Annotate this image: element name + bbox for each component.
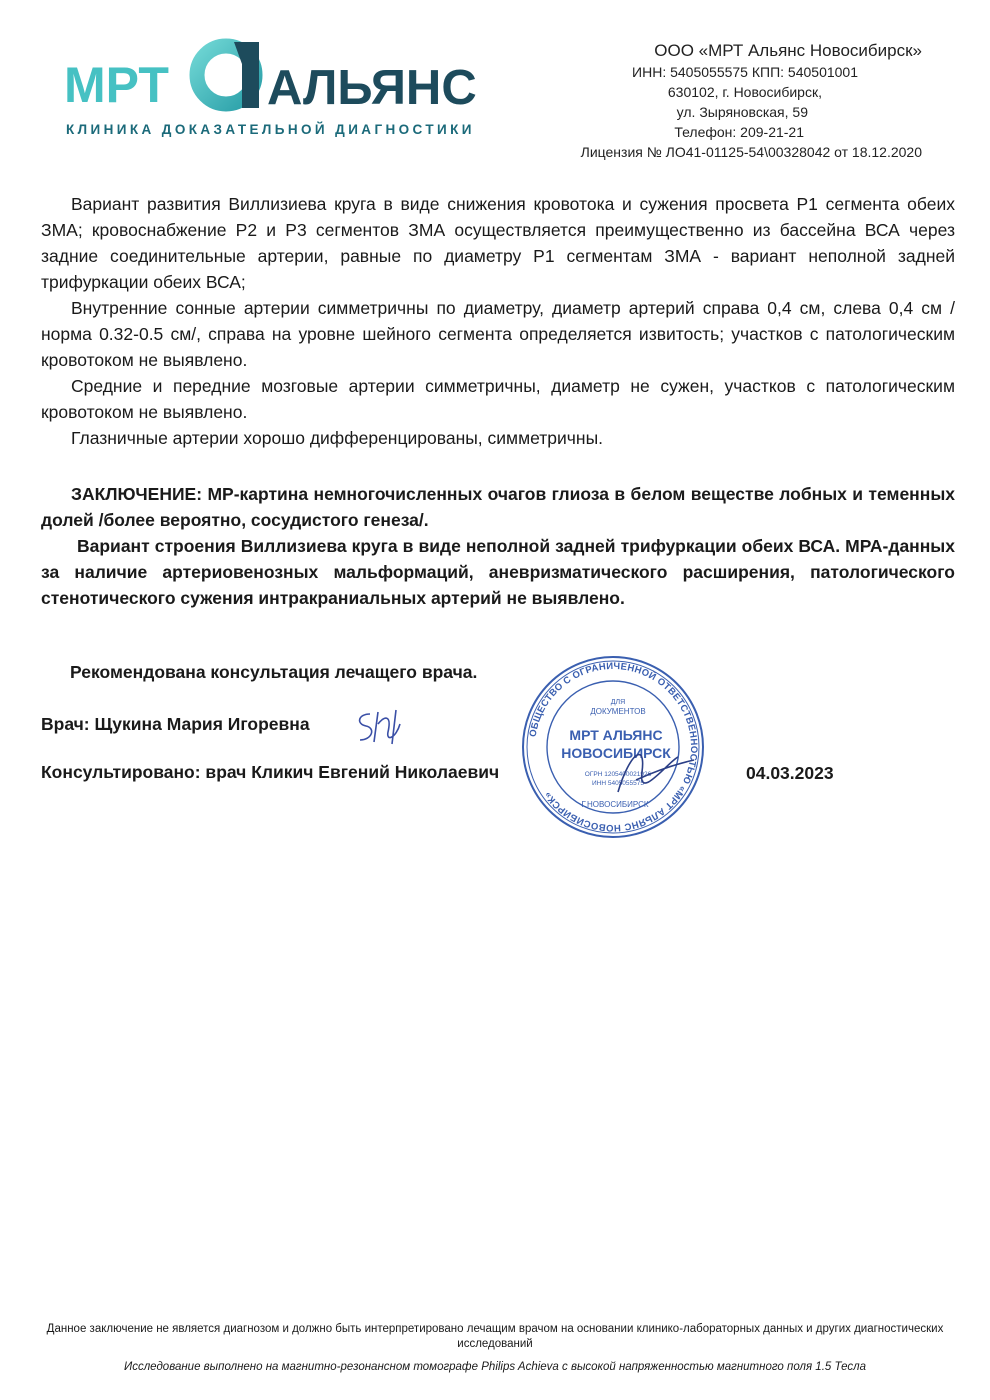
footer-equipment: Исследование выполнено на магнитно-резонансном томографе Philips Achieva с высокой напряженностью магнитного поля 1.5 Тесла <box>123 1361 867 1373</box>
logo-emblem-icon <box>197 42 259 108</box>
company-phone: Телефон: 209-21-21 <box>674 124 804 140</box>
recommendation: Рекомендована консультация лечащего врача. <box>70 662 478 682</box>
company-address-line2: ул. Зыряновская, 59 <box>676 104 808 120</box>
stamp-center-line2: НОВОСИБИРСК <box>561 745 671 761</box>
footer-disclaimer: Данное заключение не является диагнозом и должно быть интерпретировано лечащим врачом на основании клинико-лабораторных данных и других диагностических исследований <box>46 1323 944 1350</box>
stamp-top-small2: ДОКУМЕНТОВ <box>590 707 646 716</box>
logo-word-left: МРТ <box>64 57 169 113</box>
clinic-logo <box>64 38 494 148</box>
finding-paragraph: Вариант развития Виллизиева круга в виде снижения кровотока и сужения просвета Р1 сегмента обеих ЗМА; кровоснабжение Р2 и Р3 сегментов ЗМА осуществляется преимущественно из бассейна ВСА через задние соединительные артерии, равные по диаметру Р1 сегментам ЗМА - вариант неполной задней трифуркации обеих ВСА; <box>41 194 955 292</box>
stamp-center-line1: МРТ АЛЬЯНС <box>569 727 663 743</box>
report-date: 04.03.2023 <box>746 763 834 783</box>
finding-paragraph: Средние и передние мозговые артерии симметричны, диаметр не сужен, участков с патологическим кровотоком не выявлено. <box>41 376 955 422</box>
consulted-by: Консультировано: врач Кликич Евгений Николаевич <box>41 762 500 782</box>
clinic-stamp <box>518 652 708 842</box>
conclusion-paragraph: ЗАКЛЮЧЕНИЕ: МР-картина немногочисленных очагов глиоза в белом веществе лобных и теменных долей /более вероятно, сосудистого генеза/. <box>41 484 955 530</box>
conclusion-paragraph: Вариант строения Виллизиева круга в виде неполной задней трифуркации обеих ВСА. МРА-данных за наличие артериовенозных мальформаций, аневризматического расширения, патологического стенотического сужения интракраниальных артерий не выявлено. <box>41 536 955 608</box>
conclusion-section <box>41 481 955 611</box>
doctor-name: Врач: Щукина Мария Игоревна <box>41 714 310 734</box>
stamp-city: Г.НОВОСИБИРСК <box>581 800 649 809</box>
stamp-inn: ИНН 5405055575 <box>591 780 645 787</box>
company-inn-kpp: ИНН: 5405055575 КПП: 540501001 <box>632 64 858 80</box>
logo-graphic <box>64 38 494 118</box>
company-license: Лицензия № ЛО41-01125-54\00328042 от 18.12.2020 <box>580 144 922 160</box>
findings-section <box>41 191 955 451</box>
company-name: ООО «МРТ Альянс Новосибирск» <box>654 41 922 60</box>
stamp-ring-text: ОБЩЕСТВО С ОГРАНИЧЕННОЙ ОТВЕТСТВЕННОСТЬЮ «МРТ АЛЬЯНС НОВОСИБИРСК» <box>527 660 700 834</box>
finding-paragraph: Внутренние сонные артерии симметричны по диаметру, диаметр артерий справа 0,4 см, слева 0,4 см /норма 0.32-0.5 см/, справа на уровне шейного сегмента определяется извитость; участков с патологическим кровотоком не выявлено. <box>41 298 955 370</box>
logo-word-right: АЛЬЯНС <box>267 61 477 115</box>
doctor-signature <box>352 702 412 752</box>
company-details <box>502 40 922 162</box>
stamp-ogrn: ОГРН 1205400021926 <box>584 771 652 778</box>
finding-paragraph: Глазничные артерии хорошо дифференцированы, симметричны. <box>71 428 604 448</box>
company-address-line1: 630102, г. Новосибирск, <box>667 84 822 100</box>
stamp-top-small: ДЛЯ <box>610 699 626 706</box>
logo-tagline: КЛИНИКА ДОКАЗАТЕЛЬНОЙ ДИАГНОСТИКИ <box>66 122 475 137</box>
